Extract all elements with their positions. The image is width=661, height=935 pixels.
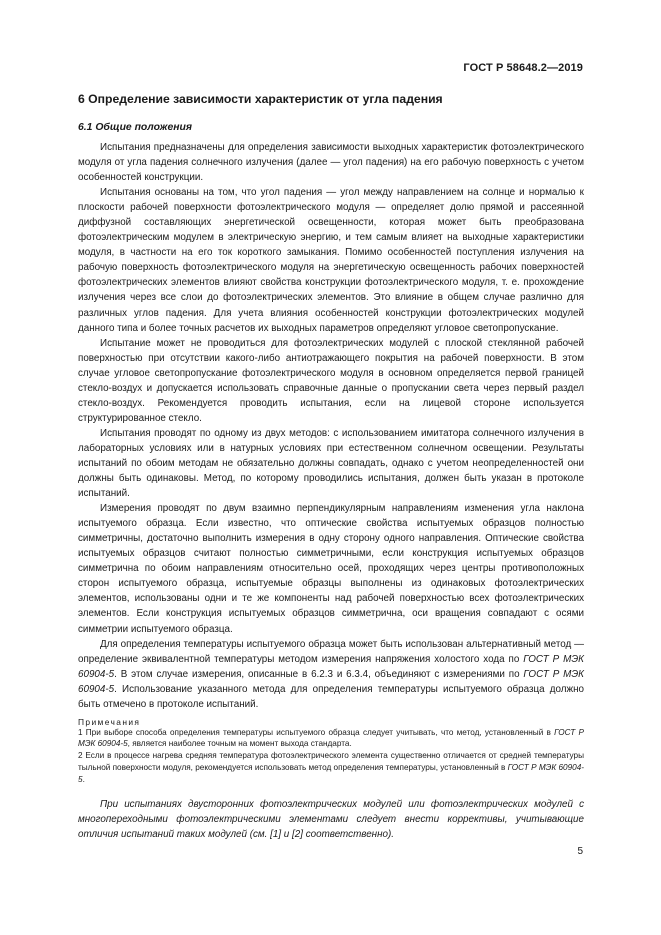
- note-1-text-2: , является наиболее точным на момент выхода стандарта.: [127, 739, 352, 749]
- paragraph-6-text-3: . Использование указанного метода для определения температуры испытуемого образца должно быть отмечено в протоколе испытаний.: [78, 683, 584, 710]
- final-paragraph: При испытаниях двусторонних фотоэлектрических модулей или фотоэлектрических модулей с многопереходными фотоэлектрическими элементами следует внести коррективы, учитывающие отличия испытаний таких модулей (см. [1] и [2] соответственно).: [78, 799, 584, 841]
- standard-reference: ГОСТ Р МЭК 60904-5: [78, 668, 584, 695]
- paragraph-1: Испытания предназначены для определения зависимости выходных характеристик фотоэлектрического модуля от угла падения солнечного излучения (далее — угол падения) на его рабочую поверхность с учетом особенностей конструкции.: [78, 142, 584, 184]
- document-header: ГОСТ Р 58648.2—2019: [463, 62, 583, 74]
- paragraph-5: Измерения проводят по двум взаимно перпендикулярным направлениям изменения угла наклона испытуемого образца. Если известно, что оптические свойства испытуемых образцов полностью симметричны, достаточно выполнить измерения в одну сторону одного направления. Оптические свойства испытуемых образцов считают полностью симметричными, если конструкция испытуемых образцов симметрична по обоим направлениям относительно осей, проходящих через центры противоположных сторон испытуемого образца, испытуемые образцы выполнены из одинаковых фотоэлектрических элементов, использованы одни и те же компоненты над рабочей поверхностью всех фотоэлектрических элементов. Если конструкция испытуемых образцов симметрична, оси вращения совпадают с осями симметрии испытуемого образца.: [78, 503, 584, 635]
- note-2-text-2: .: [82, 774, 85, 784]
- subsection-title: 6.1 Общие положения: [78, 122, 192, 133]
- paragraph-4: Испытания проводят по одному из двух методов: с использованием имитатора солнечного излучения в лабораторных условиях или в натурных условиях при естественном солнечном освещении. Результаты испытаний по обоим методам не обязательно должны совпадать, однако с учетом неопределенностей они должны быть одинаковы. Метод, по которому проводились испытания, должен быть указан в протоколе испытаний.: [78, 427, 584, 500]
- note-2: [78, 750, 584, 785]
- page-number: 5: [577, 846, 583, 857]
- paragraph-2: Испытания основаны на том, что угол падения — угол между направлением на солнце и нормалью к плоскости рабочей поверхности фотоэлектрического модуля — определяет долю прямой и рассеянной диффузной составляющих энергетической освещенности, которая может быть преобразована фотоэлектрическим модулем в электрическую энергию, и тем самым влияет на выходные характеристики модуля, в частности на его ток короткого замыкания. Помимо особенностей поступления излучения на рабочую поверхность фотоэлектрического модуля на энергетическую освещенность рабочих поверхностей фотоэлектрических элементов влияют свойства конструкции фотоэлектрического модуля, т. е. прохождение излучения через все слои до фотоэлектрических элементов. Это влияние в общем случае различно для различных углов падения. Для учета влияния особенностей конструкции фотоэлектрических модулей данного типа и более точных расчетов их выходных параметров определяют угловое светопропускание.: [78, 187, 584, 334]
- paragraph-6: [78, 637, 584, 712]
- note-2-text-1: 2 Если в процессе нагрева средняя температура фотоэлектрического элемента существенно отличается от средней температуры тыльной поверхности модуля, рекомендуется использовать метод определения температуры, установленный в: [78, 751, 584, 772]
- note-1-text-1: 1 При выборе способа определения температуры испытуемого образца следует учитывать, что метод, установленный в: [78, 727, 555, 737]
- paragraph-3: Испытание может не проводиться для фотоэлектрических модулей с плоской стеклянной рабочей поверхностью при отсутствии какого-либо антиотражающего покрытия на рабочей поверхности. В этом случае угловое светопропускание фотоэлектрического модуля в основном определяется первой границей стекло-воздух и допускается использовать справочные данные о пропускании света через первый раздел стекло-воздух. Рекомендуется проводить испытания, если на лицевой стороне используется структурированное стекло.: [78, 337, 584, 424]
- note-1: [78, 727, 584, 750]
- section-title: 6 Определение зависимости характеристик от угла падения: [78, 92, 443, 106]
- paragraph-6-text-1: Для определения температуры испытуемого образца может быть использован альтернативный метод — определение эквивалентной температуры методом измерения напряжения холостого хода по: [78, 638, 584, 665]
- standard-reference: ГОСТ Р МЭК 60904-5: [78, 727, 584, 749]
- page-content: [78, 92, 584, 842]
- standard-reference: ГОСТ Р МЭК 60904-5: [78, 653, 584, 680]
- paragraph-6-text-2: . В этом случае измерения, описанные в 6.2.3 и 6.3.4, объединяют с измерениями по: [114, 668, 524, 680]
- standard-reference: ГОСТ Р МЭК 60904-5: [78, 762, 584, 784]
- notes-title: Примечания: [78, 716, 141, 727]
